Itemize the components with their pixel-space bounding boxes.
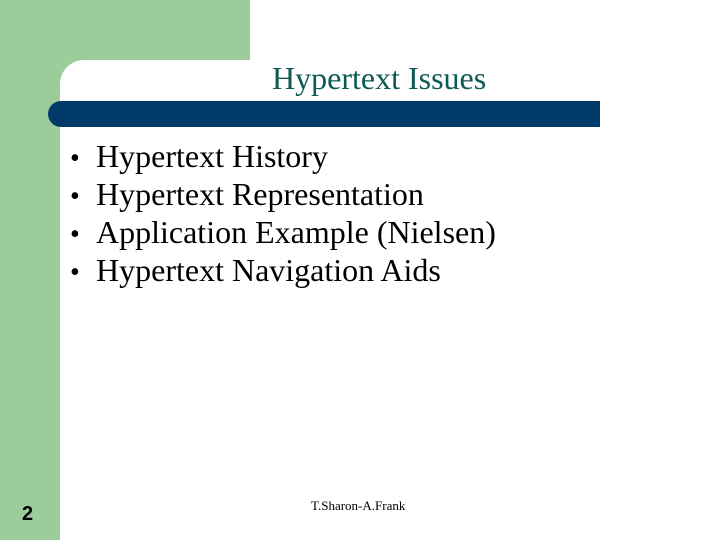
title-underline-bar bbox=[48, 101, 600, 127]
bullet-icon: • bbox=[70, 257, 80, 288]
bullet-text: Application Example (Nielsen) bbox=[96, 214, 496, 250]
footer-author: T.Sharon-A.Frank bbox=[311, 498, 406, 513]
bullet-text: Hypertext Representation bbox=[96, 176, 424, 212]
slide-title: Hypertext Issues bbox=[272, 60, 487, 96]
bullet-item bbox=[70, 137, 496, 175]
bullet-item bbox=[70, 175, 496, 213]
slide-number: 2 bbox=[22, 503, 34, 525]
bullet-icon: • bbox=[70, 219, 80, 250]
bullet-text: Hypertext Navigation Aids bbox=[96, 252, 441, 288]
bullet-icon: • bbox=[70, 181, 80, 212]
bullet-text: Hypertext History bbox=[96, 138, 328, 174]
bullet-item bbox=[70, 251, 496, 289]
bullet-item bbox=[70, 213, 496, 251]
bullet-list bbox=[70, 137, 496, 289]
bullet-icon: • bbox=[70, 143, 80, 174]
